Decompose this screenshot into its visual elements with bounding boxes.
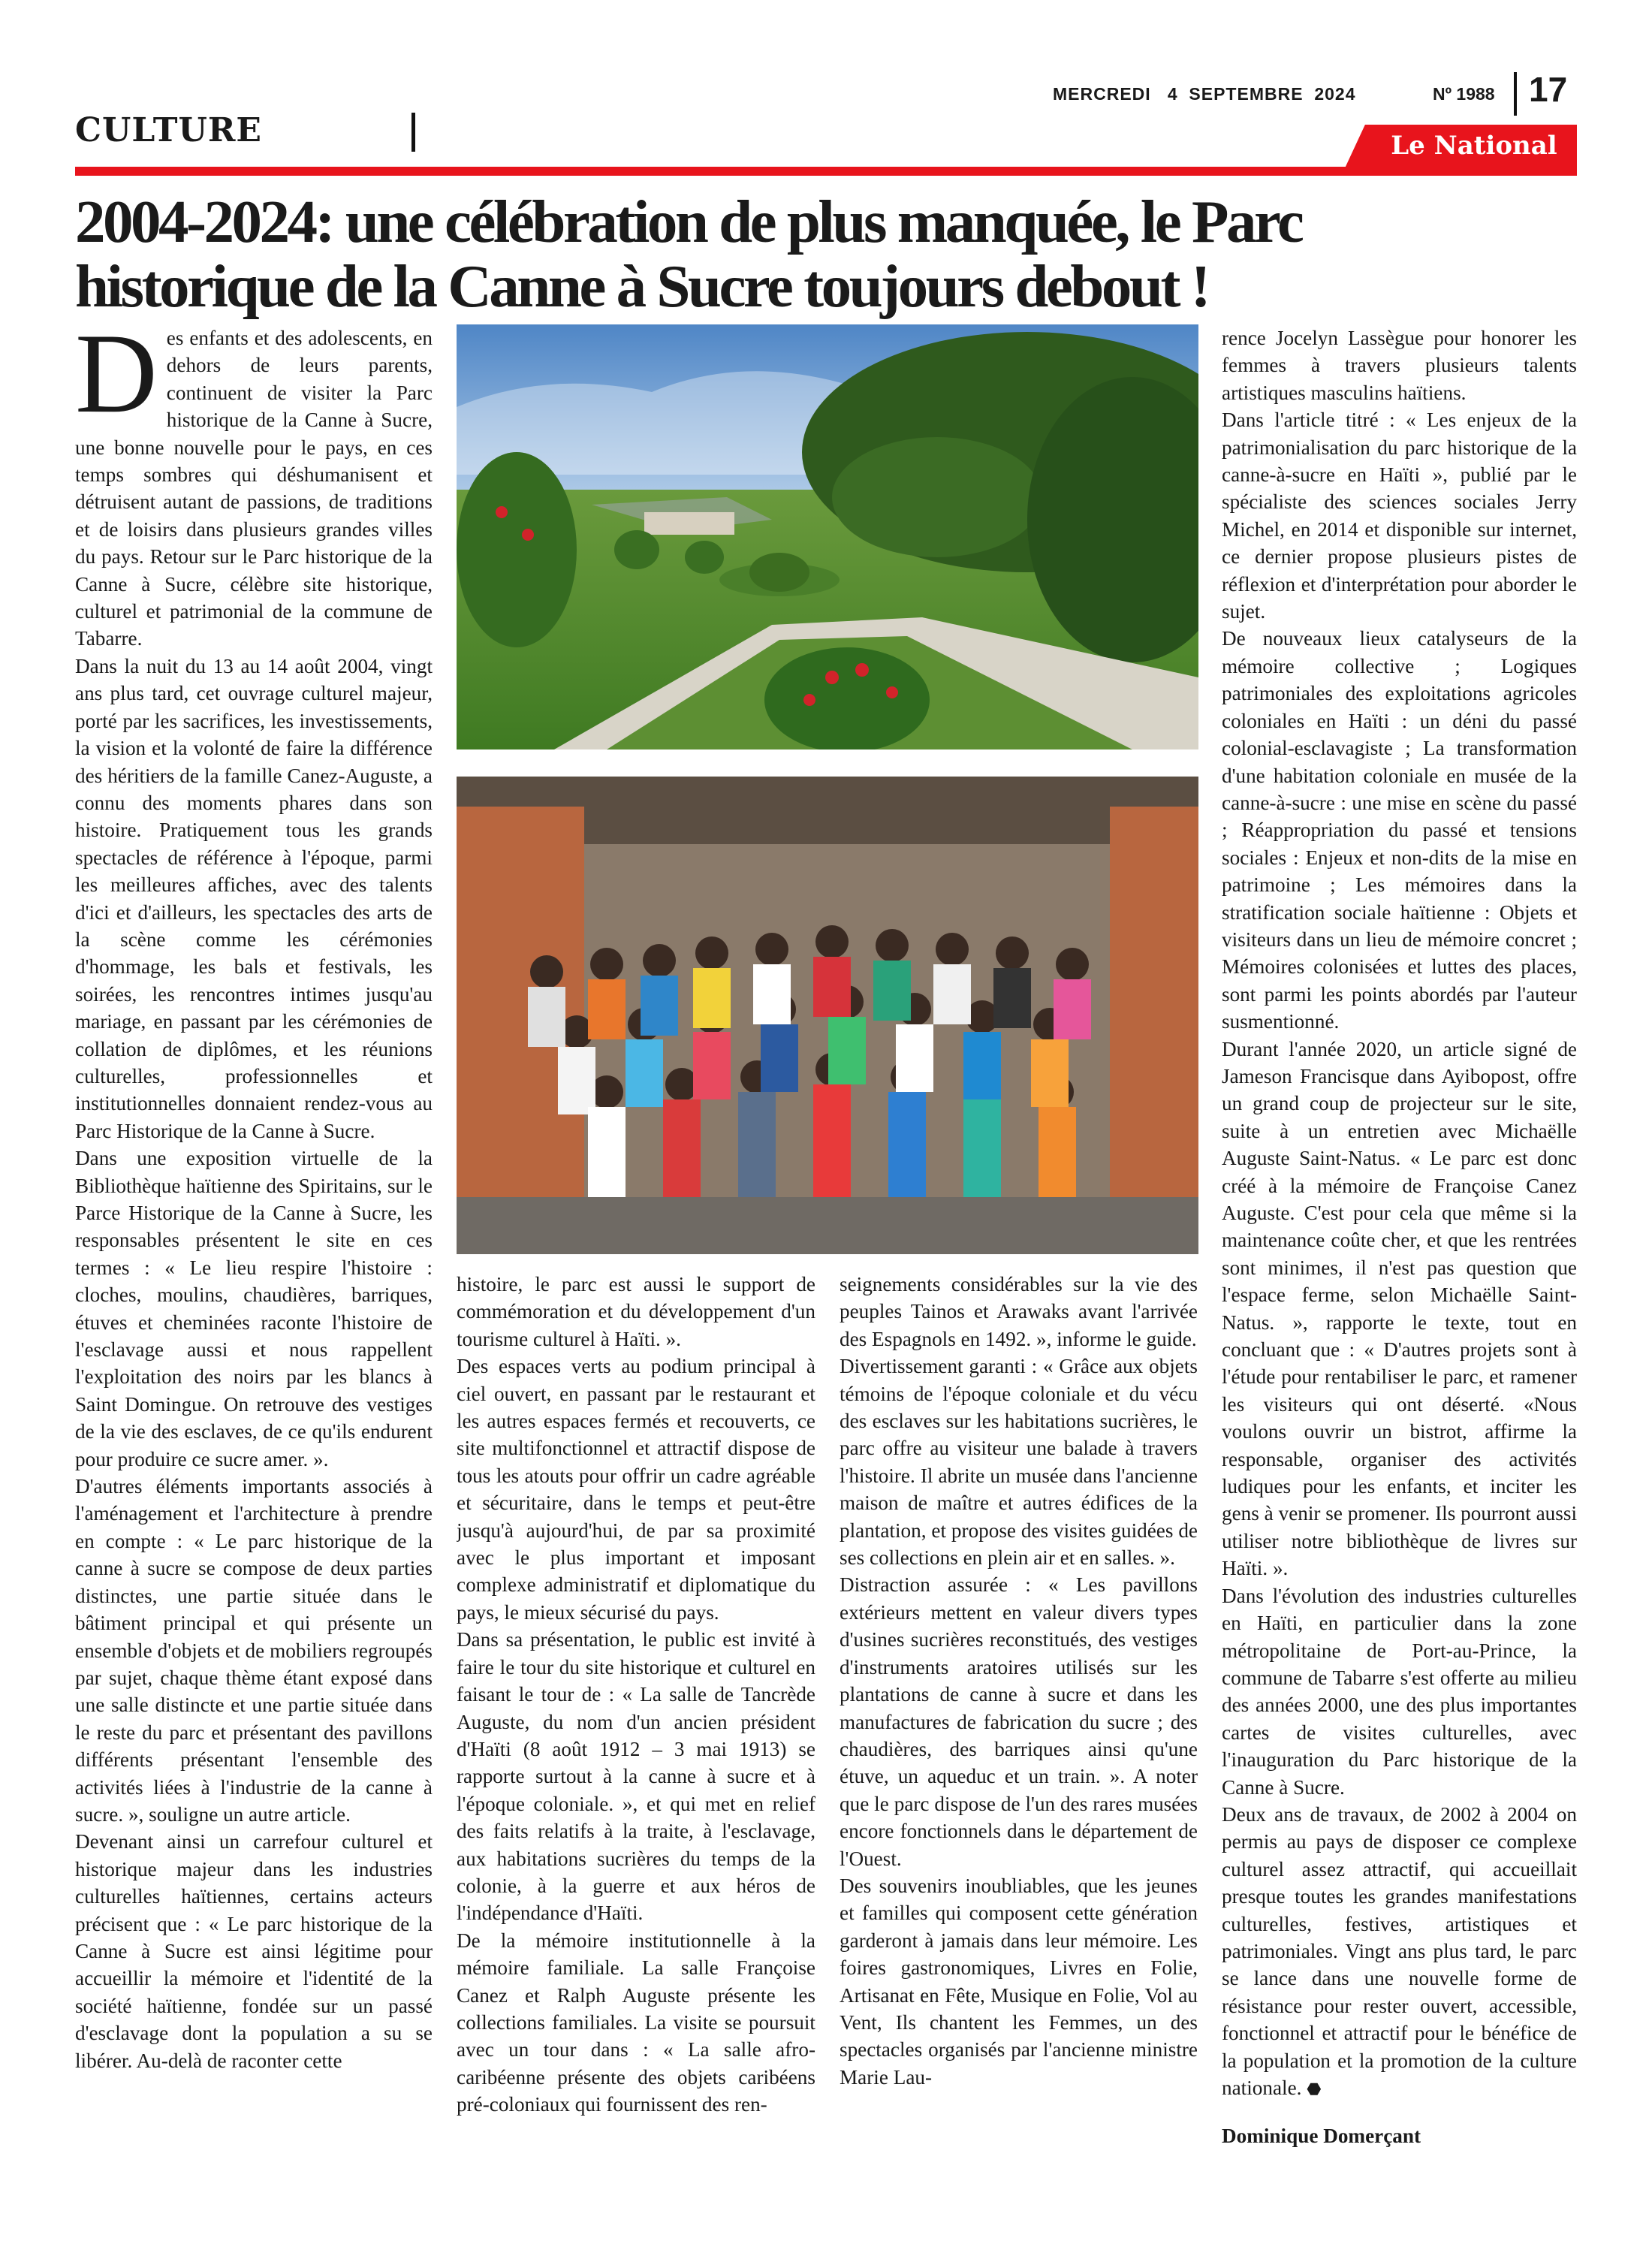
article-paragraph: Distraction assurée : « Les pavillons extérieurs mettent en valeur divers types d'usines sucrières reconstitués, des vestiges d'instruments aratoires utilisés sur les plantations de canne à sucre et dans les manufactures de fabrication du sucre ; des chaudières, des barriques ainsi qu'une étuve, un aqueduc et un train. ». A noter que le parc dispose de l'un des rares musées encore fonctionnels dans le département de l'Ouest.: [840, 1573, 1198, 1870]
article-paragraph: De la mémoire institutionnelle à la mémoire familiale. La salle Françoise Canez et Ralph Auguste présente les collections familiales. La visite se poursuit avec un tour dans : « La salle afro-caribéenne présente des objets caribéens pré-coloniaux qui fournissent des ren-: [457, 1929, 815, 2116]
drop-cap: D: [75, 324, 158, 436]
article-paragraph: [1222, 1801, 1577, 2103]
newspaper-name: Le National: [1391, 131, 1557, 161]
headline-line: historique de la Canne à Sucre toujours debout !: [75, 252, 1209, 320]
garden-illustration: [457, 324, 1198, 749]
page-number: 17: [1529, 70, 1568, 109]
article-paragraph: D'autres éléments importants associés à l'aménagement et l'architecture à prendre en compte : « Le parc historique de la canne à sucre se compose de deux parties distinctes, une partie située dans le bâtiment principal et qui présente un ensemble d'objets et de mobiliers regroupés par sujet, chaque thème étant exposé dans une salle distincte et une partie située dans le reste du parc et présentant des pavillons différents présentant l'ensemble des activités liées à l'industrie de la canne à sucre. », souligne un autre article.: [75, 1475, 433, 1826]
article-column-1: [75, 324, 433, 2157]
header-rule: [75, 167, 1577, 176]
section-divider: [411, 113, 415, 152]
end-mark-icon: ⬣: [1307, 2080, 1322, 2098]
paragraph-text: Deux ans de travaux, de 2002 à 2004 on permis au pays de disposer ce complexe culturel assez attractif, qui accueillait presque toutes les grandes manifestations culturelles, festives, artistiques et patrimoniales. Vingt ans plus tard, le parc se lance dans une nouvelle forme de résistance pour rester ouvert, accessible, fonctionnel et attractif pour le bénéfice de la population et la promotion de la culture nationale.: [1222, 1802, 1577, 2099]
article-paragraph: rence Jocelyn Lassègue pour honorer les femmes à travers plusieurs talents artistiques masculins haïtiens.: [1222, 327, 1577, 404]
issue-date: MERCREDI 4 SEPTEMBRE 2024: [1053, 84, 1356, 104]
article-paragraph: Durant l'année 2020, un article signé de Jameson Francisque dans Ayibopost, offre un grand coup de projecteur sur le site, suite à un entretien avec Michaëlle Auguste Saint-Natus. « Le parc est donc créé à la mémoire de Françoise Canez Auguste. C'est pour cela que même si la maintenance coûte cher, et que les rentrées sont minimes, il n'est pas question que l'espace ferme, selon Michaëlle Saint-Natus. », rapporte le texte, tout en concluant que : « D'autres projets sont à l'étude pour rentabiliser le parc, et ramener les visiteurs qui ont déserté. «Nous voulons ouvrir un bistrot, affirme la responsable, organiser des activités ludiques pour les enfants, et inciter les gens à venir se promener. Ils pourront aussi utiliser notre bibliothèque de livres sur Haïti. ».: [1222, 1037, 1577, 1580]
article-headline: [75, 189, 1577, 318]
article-paragraph: [75, 324, 433, 653]
article-paragraph: Devenant ainsi un carrefour culturel et historique majeur dans les industries culturelles haïtiennes, certains acteurs précisent que : « Le parc historique de la Canne à Sucre est ainsi légitime pour accueillir la mémoire et l'identité de la société haïtienne, fondée sur un passé d'esclavage dont la population a su se libérer. Au-delà de raconter cette: [75, 1830, 433, 2072]
group-illustration: [457, 777, 1198, 1254]
page-number-divider: [1514, 72, 1517, 116]
article-paragraph: Dans sa présentation, le public est invité à faire le tour du site historique et culturel en faisant le tour de : « La salle de Tancrède Auguste, du nom d'un ancien président d'Haïti (8 août 1912 – 3 mai 1913) se rapporte surtout à la canne à sucre et à l'époque coloniale. », et qui met en relief des faits relatifs à la traite, à l'esclavage, aux habitations sucrières du temps de la colonie, à la guerre et aux héros de l'indépendance d'Haïti.: [457, 1628, 815, 1925]
article-column-2: [457, 1271, 815, 2157]
article-paragraph: Dans l'évolution des industries culturelles en Haïti, en particulier dans la zone métropolitaine de Port-au-Prince, la commune de Tabarre s'est offerte au milieu des années 2000, une des plus importantes cartes de visites culturelles, avec l'inauguration du Parc historique de la Canne à Sucre.: [1222, 1584, 1577, 1799]
article-column-4: [1222, 324, 1577, 2157]
park-garden-photo: [457, 324, 1198, 749]
headline-line: 2004-2024: une célébration de plus manquée, le Parc: [75, 188, 1302, 255]
author-signature: Dominique Domerçant: [1222, 2125, 1421, 2148]
article-paragraph: Des souvenirs inoubliables, que les jeunes et familles qui composent cette génération garderont à jamais dans leur mémoire. Les foires gastronomiques, Livres en Folie, Artisanat en Fête, Musique en Folie, Vol au Vent, Ils chantent les Femmes, un des spectacles organisés par l'ancienne ministre Marie Lau-: [840, 1874, 1198, 2089]
article-paragraph: De nouveaux lieux catalyseurs de la mémoire collective ; Logiques patrimoniales des exploitations agricoles coloniales en Haïti : un déni du passé colonial-esclavagiste ; La transformation d'une habitation coloniale en musée de la canne-à-sucre : une mise en scène du passé ; Réappropriation du passé et tensions sociales : Enjeux et non-dits de la mise en patrimoine ; Les mémoires dans la stratification sociale haïtienne : Objets et visiteurs dans un lieu de mémoire concret ; Mémoires colonisées et luttes des places, sont parmi les points abordés par l'auteur susmentionné.: [1222, 627, 1577, 1033]
issue-number: Nº 1988: [1433, 84, 1495, 104]
article-paragraph: histoire, le parc est aussi le support de commémoration et du développement d'un tourisme culturel à Haïti. ».: [457, 1273, 815, 1350]
children-group-photo: [457, 777, 1198, 1254]
article-paragraph: Dans l'article titré : « Les enjeux de la patrimonialisation du parc historique de la canne-à-sucre en Haïti », publié par le spécialiste des sciences sociales Jerry Michel, en 2014 et disponible sur internet, ce dernier propose plusieurs pistes de réflexion et d'interprétation pour aborder le sujet.: [1222, 409, 1577, 623]
article-paragraph: Dans une exposition virtuelle de la Bibliothèque haïtienne des Spiritains, sur le Parce Historique de la Canne à Sucre, les responsables présentent le site en ces termes : « Le lieu respire l'histoire : cloches, moulins, chaudières, barriques, étuves et cheminées raconte l'histoire de l'esclavage aussi et nous rappellent l'exploitation des noirs par les blancs à Saint Domingue. On retrouve des vestiges de la vie des esclaves, de ce qu'ils endurent pour produire ce sucre amer. ».: [75, 1147, 433, 1470]
article-paragraph: seignements considérables sur la vie des peuples Tainos et Arawaks avant l'arrivée des Espagnols en 1492. », informe le guide.: [840, 1273, 1198, 1350]
article-paragraph: Divertissement garanti : « Grâce aux objets témoins de l'époque coloniale et du vécu des esclaves sur les habitations sucrières, le parc offre au visiteur une balade à travers l'histoire. Il abrite un musée dans l'ancienne maison de maître et autres édifices de la plantation, et propose des visites guidées de ses collections en plein air et en salles. ».: [840, 1355, 1198, 1570]
article-paragraph: Des espaces verts au podium principal à ciel ouvert, en passant par le restaurant et les autres espaces fermés et recouverts, ce site multifonctionnel et attractif dispose de tous les atouts pour offrir un cadre agréable et sécuritaire, dans le temps et peut-être jusqu'à aujourd'hui, de par sa proximité avec le plus important et imposant complexe administratif et diplomatique du pays, le mieux sécurisé du pays.: [457, 1355, 815, 1624]
paragraph-text: es enfants et des adolescents, en dehors de leurs parents, continuent de visiter la Parc historique de la Canne à Sucre, une bonne nouvelle pour le pays, en ces temps sombres qui déshumanisent et détruisent autant de passions, de traditions et de loisirs dans plusieurs grandes villes du pays. Retour sur le Parc historique de la Canne à Sucre, célèbre site historique, culturel et patrimonial de la commune de Tabarre.: [75, 327, 433, 650]
article-paragraph: Dans la nuit du 13 au 14 août 2004, vingt ans plus tard, cet ouvrage culturel majeur, porté par les sacrifices, les investissements, la vision et la volonté de faire la différence des héritiers de la famille Canez-Auguste, a connu des moments phares dans son histoire. Pratiquement tous les grands spectacles de référence à l'époque, parmi les meilleures affiches, avec des talents d'ici et d'ailleurs, les spectacles des arts de la scène comme les cérémonies d'hommage, les bals et festivals, les soirées, les rencontres intimes jusqu'au mariage, en passant par les cérémonies de collation de diplômes, et les réunions culturelles, professionnelles et institutionnelles donnaient rendez-vous au Parc Historique de la Canne à Sucre.: [75, 654, 433, 1142]
article-column-3: [840, 1271, 1198, 2157]
section-label: CULTURE: [75, 111, 262, 149]
